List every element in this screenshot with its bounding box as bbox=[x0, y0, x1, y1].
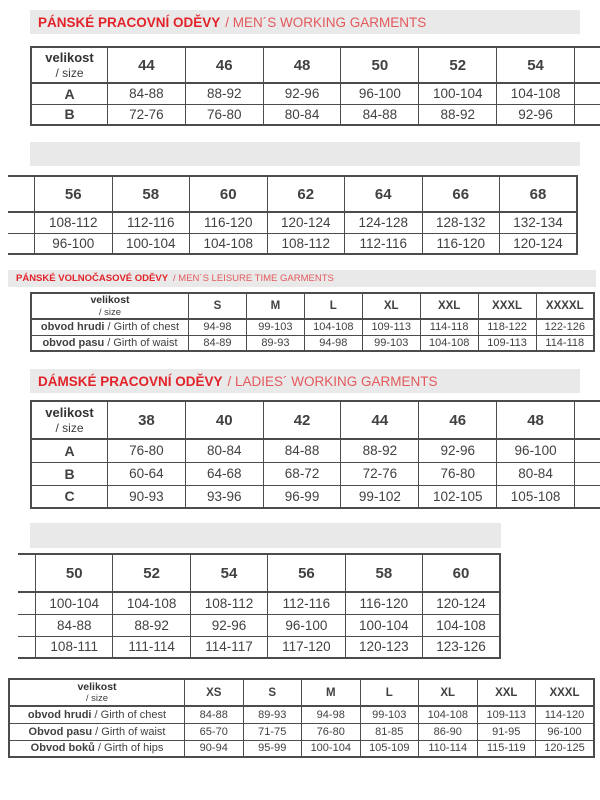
table-ladies-working-sizes-50-60-grid bbox=[18, 553, 501, 659]
value-cell: 99-102 bbox=[341, 485, 419, 508]
value-cell: 132-134 bbox=[500, 212, 578, 233]
value-cell: 108-112 bbox=[267, 233, 345, 254]
value-cell: 112-116 bbox=[345, 233, 423, 254]
size-column-header-cell: L bbox=[360, 679, 419, 706]
value-cell: 114-117 bbox=[190, 636, 267, 658]
value-cell: 96-100 bbox=[341, 83, 419, 104]
size-column-header-cell: XS bbox=[185, 679, 244, 706]
size-column-header-cell: 40 bbox=[185, 401, 263, 439]
value-cell: 105-108 bbox=[497, 485, 575, 508]
size-column-header-cell: 56 bbox=[268, 554, 345, 592]
value-cell: 104-108 bbox=[190, 233, 268, 254]
row-label-cell: A bbox=[31, 83, 108, 104]
value-cell: 88-92 bbox=[185, 83, 263, 104]
row-label-cell: A bbox=[31, 439, 108, 462]
section-header-mens-working bbox=[30, 10, 580, 34]
value-cell: 72-76 bbox=[108, 104, 186, 125]
size-label-line2: / size bbox=[85, 693, 109, 705]
cut-off-value-cell bbox=[18, 636, 36, 658]
value-cell: 90-93 bbox=[108, 485, 186, 508]
value-cell: 120-124 bbox=[267, 212, 345, 233]
size-column-header-cell: 52 bbox=[113, 554, 190, 592]
size-column-header-cell: 52 bbox=[419, 47, 497, 83]
table-ladies-working-sizes-38-48-grid bbox=[30, 400, 600, 509]
value-cell: 108-112 bbox=[190, 592, 267, 614]
table-mens-working-sizes-56-68-grid bbox=[8, 175, 578, 255]
value-cell: 96-100 bbox=[268, 614, 345, 636]
size-column-header-cell: 64 bbox=[345, 176, 423, 212]
size-column-header-cell: XXXL bbox=[478, 293, 536, 319]
size-label-line2: / size bbox=[55, 65, 84, 80]
value-cell: 114-118 bbox=[536, 335, 594, 351]
value-cell: 118-122 bbox=[478, 319, 536, 335]
size-column-header-cell: XXXL bbox=[536, 679, 595, 706]
section-header-band-continuation bbox=[30, 523, 501, 548]
value-cell: 114-118 bbox=[420, 319, 478, 335]
size-column-header-cell: 42 bbox=[263, 401, 341, 439]
size-column-header-cell: XXL bbox=[420, 293, 478, 319]
value-cell: 128-132 bbox=[422, 212, 500, 233]
row-label-english: / Girth of chest bbox=[104, 321, 180, 334]
value-cell: 80-84 bbox=[263, 104, 341, 125]
value-cell: 88-92 bbox=[419, 104, 497, 125]
table-mens-working-sizes-56-68 bbox=[8, 175, 578, 255]
size-label-line2: / size bbox=[55, 420, 84, 435]
cut-off-header-cell bbox=[8, 176, 35, 212]
size-column-header-cell: 66 bbox=[422, 176, 500, 212]
value-cell: 76-80 bbox=[108, 439, 186, 462]
size-column-header-cell: 58 bbox=[345, 554, 422, 592]
value-cell: 60-64 bbox=[108, 462, 186, 485]
size-column-header-cell: 44 bbox=[108, 47, 186, 83]
row-label-english: / Girth of waist bbox=[92, 725, 166, 738]
row-label-cell bbox=[31, 319, 189, 335]
table-ladies-working-sizes-38-48 bbox=[30, 400, 600, 509]
value-cell: 109-113 bbox=[478, 335, 536, 351]
value-cell: 96-100 bbox=[497, 439, 575, 462]
value-cell: 92-96 bbox=[497, 104, 575, 125]
size-column-header-cell: 50 bbox=[341, 47, 419, 83]
size-label-line1: velikost bbox=[77, 680, 117, 693]
value-cell: 110-114 bbox=[419, 740, 478, 757]
value-cell: 84-88 bbox=[108, 83, 186, 104]
cut-off-header-cell bbox=[575, 47, 600, 83]
value-cell: 99-103 bbox=[362, 335, 420, 351]
section-header-band-continuation bbox=[30, 142, 580, 166]
value-cell: 89-93 bbox=[243, 706, 302, 723]
size-column-header-cell: XXL bbox=[477, 679, 536, 706]
value-cell: 65-70 bbox=[185, 723, 244, 740]
value-cell: 100-104 bbox=[419, 83, 497, 104]
section-header-mens-leisure bbox=[8, 270, 596, 287]
value-cell: 93-96 bbox=[185, 485, 263, 508]
value-cell: 120-124 bbox=[423, 592, 500, 614]
value-cell: 104-108 bbox=[497, 83, 575, 104]
cut-off-value-cell bbox=[575, 439, 600, 462]
value-cell: 104-108 bbox=[423, 614, 500, 636]
value-cell: 124-128 bbox=[345, 212, 423, 233]
value-cell: 99-103 bbox=[246, 319, 304, 335]
size-column-header-cell: 48 bbox=[263, 47, 341, 83]
value-cell: 84-88 bbox=[185, 706, 244, 723]
cut-off-value-cell bbox=[575, 462, 600, 485]
value-cell: 92-96 bbox=[190, 614, 267, 636]
cut-off-value-cell bbox=[575, 83, 600, 104]
section-title-english: / MEN´S WORKING GARMENTS bbox=[225, 14, 427, 30]
value-cell: 108-111 bbox=[36, 636, 113, 658]
value-cell: 84-89 bbox=[189, 335, 247, 351]
size-column-header-cell: L bbox=[304, 293, 362, 319]
cut-off-header-cell bbox=[18, 554, 36, 592]
value-cell: 102-105 bbox=[419, 485, 497, 508]
value-cell: 115-119 bbox=[477, 740, 536, 757]
size-label-header-cell bbox=[31, 401, 108, 439]
row-label-cell bbox=[9, 740, 185, 757]
section-title-czech: PÁNSKÉ VOLNOČASOVÉ ODĚVY bbox=[16, 273, 169, 284]
value-cell: 94-98 bbox=[302, 706, 361, 723]
section-title-english: / LADIES´ WORKING GARMENTS bbox=[227, 373, 438, 389]
size-column-header-cell: 54 bbox=[190, 554, 267, 592]
value-cell: 76-80 bbox=[185, 104, 263, 125]
value-cell: 117-120 bbox=[268, 636, 345, 658]
value-cell: 120-125 bbox=[536, 740, 595, 757]
value-cell: 100-104 bbox=[36, 592, 113, 614]
value-cell: 99-103 bbox=[360, 706, 419, 723]
size-label-header-cell bbox=[31, 293, 189, 319]
value-cell: 64-68 bbox=[185, 462, 263, 485]
value-cell: 100-104 bbox=[345, 614, 422, 636]
value-cell: 81-85 bbox=[360, 723, 419, 740]
value-cell: 104-108 bbox=[304, 319, 362, 335]
value-cell: 84-88 bbox=[263, 439, 341, 462]
value-cell: 92-96 bbox=[419, 439, 497, 462]
value-cell: 100-104 bbox=[112, 233, 190, 254]
value-cell: 100-104 bbox=[302, 740, 361, 757]
value-cell: 94-98 bbox=[304, 335, 362, 351]
size-column-header-cell: 48 bbox=[497, 401, 575, 439]
table-mens-leisure-sizes bbox=[30, 292, 596, 352]
cut-off-value-cell bbox=[8, 233, 35, 254]
table-ladies-working-sizes-50-60 bbox=[18, 553, 501, 659]
value-cell: 84-88 bbox=[341, 104, 419, 125]
section-header-ladies-working bbox=[30, 369, 580, 393]
value-cell: 116-120 bbox=[190, 212, 268, 233]
value-cell: 91-95 bbox=[477, 723, 536, 740]
value-cell: 89-93 bbox=[246, 335, 304, 351]
value-cell: 108-112 bbox=[35, 212, 113, 233]
size-column-header-cell: 58 bbox=[112, 176, 190, 212]
size-label-header-cell bbox=[31, 47, 108, 83]
size-column-header-cell: XXXXL bbox=[536, 293, 594, 319]
size-column-header-cell: S bbox=[189, 293, 247, 319]
value-cell: 95-99 bbox=[243, 740, 302, 757]
value-cell: 84-88 bbox=[36, 614, 113, 636]
value-cell: 120-124 bbox=[500, 233, 578, 254]
value-cell: 96-100 bbox=[35, 233, 113, 254]
value-cell: 104-108 bbox=[419, 706, 478, 723]
size-column-header-cell: M bbox=[246, 293, 304, 319]
cut-off-value-cell bbox=[575, 485, 600, 508]
row-label-czech: obvod hrudi bbox=[40, 321, 105, 334]
value-cell: 104-108 bbox=[113, 592, 190, 614]
size-label-line1: velikost bbox=[90, 294, 130, 306]
cut-off-value-cell bbox=[8, 212, 35, 233]
size-column-header-cell: 60 bbox=[190, 176, 268, 212]
value-cell: 123-126 bbox=[423, 636, 500, 658]
cut-off-value-cell bbox=[575, 104, 600, 125]
row-label-czech: obvod pasu bbox=[42, 336, 105, 349]
size-label-line1: velikost bbox=[45, 50, 94, 65]
size-label-line2: / size bbox=[98, 306, 122, 318]
row-label-cell bbox=[31, 335, 189, 351]
table-mens-working-sizes-44-54 bbox=[30, 46, 600, 126]
value-cell: 76-80 bbox=[419, 462, 497, 485]
row-label-english: / Girth of hips bbox=[94, 742, 164, 755]
size-column-header-cell: 68 bbox=[500, 176, 578, 212]
value-cell: 94-98 bbox=[189, 319, 247, 335]
value-cell: 109-113 bbox=[362, 319, 420, 335]
size-label-header-cell bbox=[9, 679, 185, 706]
size-column-header-cell: XL bbox=[419, 679, 478, 706]
value-cell: 112-116 bbox=[112, 212, 190, 233]
value-cell: 80-84 bbox=[497, 462, 575, 485]
value-cell: 92-96 bbox=[263, 83, 341, 104]
row-label-cell: B bbox=[31, 462, 108, 485]
row-label-czech: Obvod boků bbox=[30, 742, 95, 755]
value-cell: 96-100 bbox=[536, 723, 595, 740]
value-cell: 114-120 bbox=[536, 706, 595, 723]
value-cell: 120-123 bbox=[345, 636, 422, 658]
size-column-header-cell: 50 bbox=[36, 554, 113, 592]
cut-off-value-cell bbox=[18, 592, 36, 614]
value-cell: 122-126 bbox=[536, 319, 594, 335]
value-cell: 116-120 bbox=[345, 592, 422, 614]
value-cell: 116-120 bbox=[422, 233, 500, 254]
size-column-header-cell: 56 bbox=[35, 176, 113, 212]
section-title-czech: DÁMSKÉ PRACOVNÍ ODĚVY bbox=[38, 373, 223, 389]
size-column-header-cell: 46 bbox=[185, 47, 263, 83]
table-ladies-leisure-sizes-grid bbox=[8, 678, 595, 758]
size-label-line1: velikost bbox=[45, 405, 94, 420]
value-cell: 86-90 bbox=[419, 723, 478, 740]
row-label-cell bbox=[9, 706, 185, 723]
value-cell: 76-80 bbox=[302, 723, 361, 740]
table-mens-working-sizes-44-54-grid bbox=[30, 46, 600, 126]
size-column-header-cell: 44 bbox=[341, 401, 419, 439]
value-cell: 80-84 bbox=[185, 439, 263, 462]
cut-off-value-cell bbox=[18, 614, 36, 636]
value-cell: 88-92 bbox=[341, 439, 419, 462]
size-column-header-cell: M bbox=[302, 679, 361, 706]
value-cell: 109-113 bbox=[477, 706, 536, 723]
size-column-header-cell: S bbox=[243, 679, 302, 706]
value-cell: 96-99 bbox=[263, 485, 341, 508]
size-column-header-cell: 54 bbox=[497, 47, 575, 83]
size-column-header-cell: 46 bbox=[419, 401, 497, 439]
size-column-header-cell: 62 bbox=[267, 176, 345, 212]
row-label-cell bbox=[9, 723, 185, 740]
row-label-czech: obvod hrudi bbox=[27, 708, 92, 721]
row-label-english: / Girth of waist bbox=[104, 336, 178, 349]
value-cell: 88-92 bbox=[113, 614, 190, 636]
size-column-header-cell: XL bbox=[362, 293, 420, 319]
value-cell: 104-108 bbox=[420, 335, 478, 351]
row-label-czech: Obvod pasu bbox=[28, 725, 93, 738]
section-title-english: / MEN´S LEISURE TIME GARMENTS bbox=[173, 273, 334, 284]
table-ladies-leisure-sizes bbox=[8, 678, 596, 758]
section-title-czech: PÁNSKÉ PRACOVNÍ ODĚVY bbox=[38, 14, 221, 30]
size-column-header-cell: 38 bbox=[108, 401, 186, 439]
value-cell: 112-116 bbox=[268, 592, 345, 614]
size-column-header-cell: 60 bbox=[423, 554, 500, 592]
value-cell: 68-72 bbox=[263, 462, 341, 485]
value-cell: 72-76 bbox=[341, 462, 419, 485]
row-label-english: / Girth of chest bbox=[91, 708, 167, 721]
value-cell: 71-75 bbox=[243, 723, 302, 740]
value-cell: 111-114 bbox=[113, 636, 190, 658]
row-label-cell: B bbox=[31, 104, 108, 125]
value-cell: 105-109 bbox=[360, 740, 419, 757]
cut-off-header-cell bbox=[575, 401, 600, 439]
row-label-cell: C bbox=[31, 485, 108, 508]
table-mens-leisure-sizes-grid bbox=[30, 292, 595, 352]
value-cell: 90-94 bbox=[185, 740, 244, 757]
